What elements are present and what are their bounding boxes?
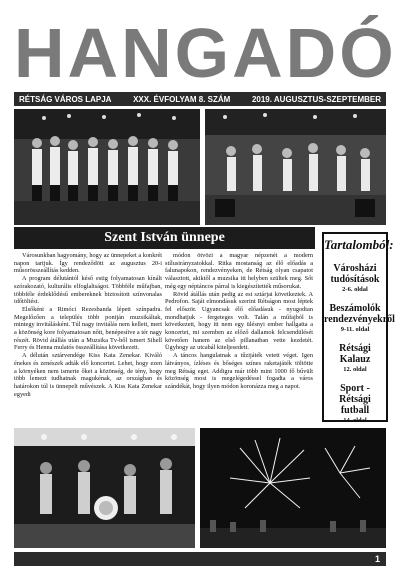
toc-item-label[interactable]: Beszámolók rendezvényekről — [324, 303, 395, 325]
photo-dancers — [205, 109, 386, 225]
toc-item-page: 14. oldal — [343, 417, 367, 424]
paragraph: A délután sztárvendége Kiss Kata Zenekar. Kiváló énekes és zenészek adták elő koncertet. Lehet, hogy ezen a környéken nem ismerte őket a közönség, de tény, hogy több lemezt tudhatnak magukénak, az országban és határokon túl is ünnepelt művészek. A Kiss Kata Zenekar egyedi — [14, 352, 162, 398]
paragraph: A táncos hangulatnak a tűzijáték vetett véget. Igen látványos, ízléses és bőséges színes raketajáték töltötte meg Rétság eget. Addigra már több mint 1000 fő bűvült közönség most is megelégedéssel fogadta a város szándékát, hogy ilyen módon koronázza meg a napot. — [165, 352, 313, 390]
publication-name: RÉTSÁG VÁROS LAPJA — [19, 94, 112, 104]
toc-item-label[interactable]: Városházi tudósítások — [330, 263, 380, 285]
issue-volume: XXX. ÉVFOLYAM 8. SZÁM — [133, 94, 231, 104]
photo-fireworks — [200, 428, 386, 548]
masthead-subbar — [14, 92, 386, 106]
toc-item-label[interactable]: Rétsági Kalauz — [339, 343, 371, 365]
article-column-1 — [14, 252, 162, 398]
paragraph: módon ötvözi a magyar népzenét a modern stílusirányzatokkal. Ritka mostanság az élő előadás a falunapokon, rendezvényeken, de Rétság olyan csapatot választott, akiktől a muzsika itt helyben szültek meg. Sőt még egy néptáncos párral is kiegészítették műsorukat. — [165, 252, 313, 290]
article-column-2 — [165, 252, 313, 391]
page-footer — [14, 552, 386, 566]
paragraph: A program délutántól késő estig folyamatosan kínált szórakozató, kulturális elfoglaltságot. Többféle műfajban, többféle érdeklődésű embereknek biztosított színvonalas időtöltést. — [14, 275, 162, 306]
masthead-title: HANGADÓ — [14, 14, 397, 92]
toc-item-page: 9-11. oldal — [340, 326, 370, 333]
table-of-contents — [322, 232, 395, 424]
toc-title: Tartalomból: — [324, 237, 394, 252]
paragraph: Rövid átállás után pedig az est sztárjai következtek. A Pedrofon. Saját elmondásuk szerint Rétságon most léptek fel először. Ugyancsak élő előadásuk - nyugodtan mondhatjuk - fergeteges volt. Talán a műfajból is következett, hogy itt nem egy ülésnyi ember hallgatta a koncertet, mi szemben az előző dallamok felcsendülését követően hanem az első pillanatban vette kezdetét. Ügyhogy az utcabál kiteljesedett. — [165, 290, 313, 352]
page-number: 1 — [374, 554, 380, 564]
article-headline: Szent István ünnepe — [104, 230, 225, 245]
paragraph: Városunkban hagyomány, hogy az ünnepeket a konkrét napon tartjuk. Így rendeződött az augusztus 20-i műsorösszeállítás kedden. — [14, 252, 162, 275]
toc-item-label[interactable]: Sport - Rétsági futball — [339, 383, 371, 416]
photo-band-concert — [14, 428, 195, 548]
toc-item-page: 12. oldal — [343, 366, 367, 373]
photo-choir — [14, 109, 200, 225]
toc-item-page: 2-6. oldal — [342, 286, 368, 293]
issue-date: 2019. AUGUSZTUS-SZEPTEMBER — [251, 94, 381, 104]
paragraph: Elsőként a Rimóci Rezesbanda lépett színpadra. Megelőzően a település több pontján muzsikáltak, mintegy invitálásként. Túl nagy invitálás nem kellett, mert a közönség kore folyamatosan nőtt, benépesítve a tér nagy részét. Rövid átállás után a Muzsika Tv-ből ismert Sihell Ferry és Henna mulatós összeállítása következett. — [14, 305, 162, 352]
